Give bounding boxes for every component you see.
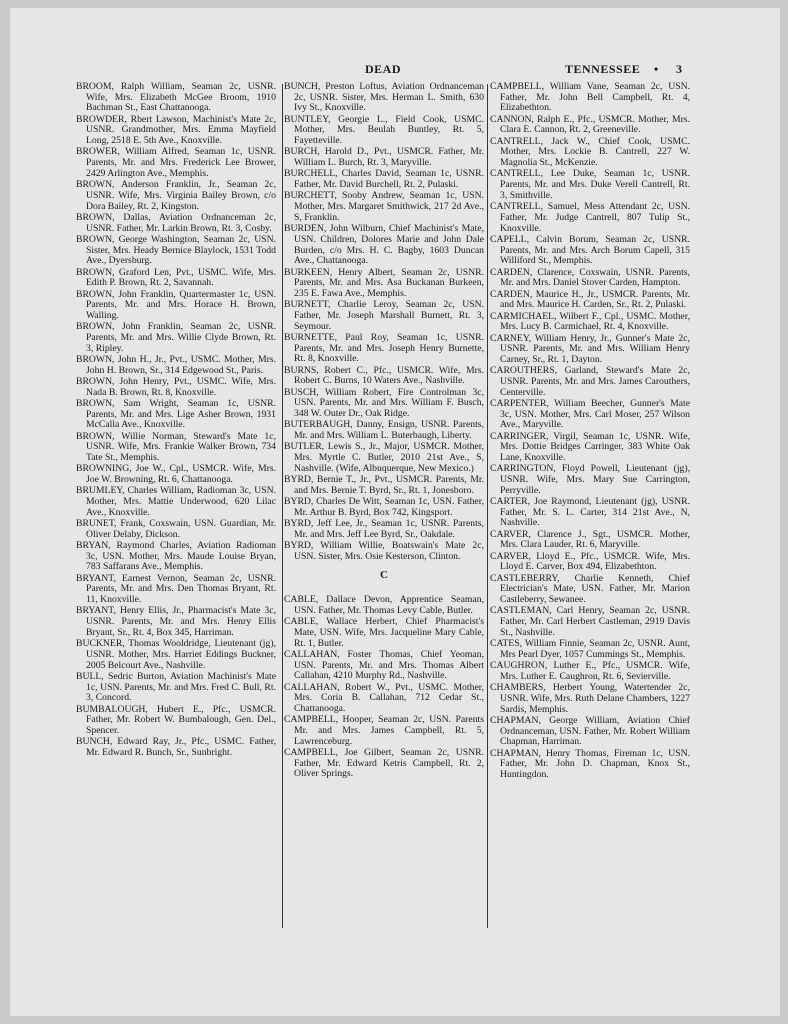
list-entry: BROOM, Ralph William, Seaman 2c, USNR. Wife, Mrs. Elizabeth McGee Broom, 1910 Bachman St., East Chattanooga. — [76, 81, 276, 114]
list-entry: CARRINGTON, Floyd Powell, Lieutenant (jg), USNR. Wife, Mrs. Mary Sue Carrington, Perryville. — [490, 463, 690, 496]
list-entry: BROWN, John Franklin, Seaman 2c, USNR. Parents, Mr. and Mrs. Willie Clyde Brown, Rt. 3, Ripley. — [76, 321, 276, 354]
column-1 — [76, 82, 276, 759]
header-state: TENNESSEE — [565, 62, 641, 76]
list-entry: CHAPMAN, George William, Aviation Chief Ordnanceman, USN. Father, Mr. Robert William Chapman, Harriman. — [490, 714, 690, 748]
header-title: DEAD — [365, 62, 402, 76]
list-entry: BURDEN, John Wilburn, Chief Machinist's Mate, USN. Children, Dolores Marie and John Dale Burden, c/o Mrs. H. C. Bagby, 1603 Duncan Ave., Chattanooga. — [284, 223, 484, 267]
list-entry: CARDEN, Maurice H., Jr., USMCR. Parents, Mr. and Mrs. Maurice H. Carden, Sr., Rt. 2, Pulaski. — [490, 288, 690, 311]
list-entry: BULL, Sedric Burton, Aviation Machinist's Mate 1c, USN. Parents, Mr. and Mrs. Fred C. Bull, Rt. 3, Concord. — [76, 670, 276, 704]
list-entry: CAMPBELL, Joe Gilbert, Seaman 2c, USNR. Father, Mr. Edward Ketris Campbell, Rt. 2, Oliver Springs. — [284, 746, 484, 780]
list-entry: BUTERBAUGH, Danny, Ensign, USNR. Parents, Mr. and Mrs. William L. Buterbaugh, Liberty. — [284, 419, 484, 442]
list-entry: CARDEN, Clarence, Coxswain, USNR. Parents, Mr. and Mrs. Daniel Stover Carden, Hampton. — [490, 266, 690, 289]
list-entry: CAMPBELL, William Vane, Seaman 2c, USN. Father, Mr. John Bell Campbell, Rt. 4, Elizabethton. — [490, 81, 690, 114]
list-entry: CATES, William Finnie, Seaman 2c, USNR. Aunt, Mrs Pearl Dyer, 1057 Cummings St., Memphis. — [490, 638, 690, 660]
list-entry: CABLE, Wallace Herbert, Chief Pharmacist's Mate, USN. Wife, Mrs. Jacqueline Mary Cable, Rt. 1, Butler. — [284, 616, 484, 649]
list-entry: BROWN, John Henry, Pvt., USMC. Wife, Mrs. Nada B. Brown, Rt. 8, Knoxville. — [76, 375, 276, 398]
list-entry: BROWNING, Joe W., Cpl., USMCR. Wife, Mrs. Joe W. Browning, Rt. 6, Chattanooga. — [76, 463, 276, 486]
list-entry: BURCHETT, Sooby Andrew, Seaman 1c, USN. Mother, Mrs. Margaret Smithwick, 217 2d Ave., S, Franklin. — [284, 190, 484, 223]
list-entry: BUNTLEY, Georgie L., Field Cook, USMC. Mother, Mrs. Beulah Buntley, Rt. 5, Fayetteville. — [284, 113, 484, 147]
list-entry: BRYANT, Earnest Vernon, Seaman 2c, USNR. Parents, Mr. and Mrs. Den Thomas Bryant, Rt. 11, Knoxville. — [76, 572, 276, 606]
list-entry: BURCH, Harold D., Pvt., USMCR. Father, Mr. William L. Burch, Rt. 3, Maryville. — [284, 146, 484, 169]
list-entry: CAPELL, Calvin Borum, Seaman 2c, USNR. Parents, Mr. and Mrs. Arch Borum Capell, 315 Williford St., Memphis. — [490, 233, 690, 267]
column-divider — [487, 84, 488, 928]
list-entry: CAROUTHERS, Garland, Steward's Mate 2c, USNR. Parents, Mr. and Mrs. James Carouthers, Centerville. — [490, 365, 690, 398]
list-entry: CHAMBERS, Herbert Young, Watertender 2c, USNR. Wife, Mrs. Ruth Delane Chambers, 1227 Sardis, Memphis. — [490, 682, 690, 715]
column-3 — [490, 82, 690, 781]
list-entry: BYRD, Bernie T., Jr., Pvt., USMCR. Parents, Mr. and Mrs. Bernie T. Byrd, Sr., Rt. 1, Jonesboro. — [284, 474, 484, 496]
list-entry: BURNS, Robert C., Pfc., USMCR. Wife, Mrs. Robert C. Burns, 10 Waters Ave., Nashville. — [284, 364, 484, 387]
list-entry: BROWN, Willie Norman, Steward's Mate 1c, USNR. Wife, Mrs. Frankie Walker Brown, 734 Tate St., Memphis. — [76, 430, 276, 464]
column-divider — [282, 84, 283, 928]
list-entry: BROWN, Graford Len, Pvt., USMC. Wife, Mrs. Edith P. Brown, Rt. 2, Savannah. — [76, 266, 276, 289]
list-entry: BUCKNER, Thomas Wooldridge, Lieutenant (jg), USNR. Mother, Mrs. Harriet Eddings Buckner, 2005 Belcourt Ave., Nashville. — [76, 638, 276, 671]
list-entry: CARRINGER, Virgil, Seaman 1c, USNR. Wife, Mrs. Dottie Bridges Carringer, 383 White Oak Lane, Knoxville. — [490, 430, 690, 464]
list-entry: BUNCH, Edward Ray, Jr., Pfc., USMC. Father, Mr. Edward R. Bunch, Sr., Sunbright. — [76, 736, 276, 758]
list-entry: BROWN, Anderson Franklin, Jr., Seaman 2c, USNR. Wife, Mrs. Virginia Bailey Brown, c/o Dora Bailey, Rt. 2, Kingston. — [76, 179, 276, 212]
list-entry: BROWDER, Rbert Lawson, Machinist's Mate 2c, USNR. Grandmother, Mrs. Emma Mayfield Long, 2518 E. 5th Ave., Knoxville. — [76, 113, 276, 147]
list-entry: CALLAHAN, Robert W., Pvt., USMC. Mother, Mrs. Coria B. Callahan, 712 Cedar St., Chattanooga. — [284, 681, 484, 714]
list-entry: CHAPMAN, Henry Thomas, Fireman 1c, USN. Father, Mr. John D. Chapman, Knox St., Huntingdon. — [490, 747, 690, 780]
list-entry: BROWER, William Alfred, Seaman 1c, USNR. Parents, Mr. and Mrs. Frederick Lee Brower, 2429 Arlington Ave., Memphis. — [76, 146, 276, 179]
list-entry: CANTRELL, Jack W., Chief Cook, USMC. Mother, Mrs. Lockie B. Cantrell, 227 W. Magnolia St., McKenzie. — [490, 135, 690, 169]
document-page — [10, 8, 780, 1016]
list-entry: CARVER, Lloyd E., Pfc., USMCR. Wife, Mrs. Lloyd E. Carver, Box 494, Elizabethton. — [490, 550, 690, 573]
column-2 — [284, 82, 484, 781]
list-entry: BURNETTE, Paul Roy, Seaman 1c, USNR. Parents, Mr. and Mrs. Joseph Henry Burnette, Rt. 8, Knoxville. — [284, 331, 484, 365]
list-entry: CASTLEMAN, Carl Henry, Seaman 2c, USNR. Father, Mr. Carl Herbert Castleman, 2919 Davis St., Nashville. — [490, 605, 690, 638]
list-entry: CARNEY, William Henry, Jr., Gunner's Mate 2c, USNR. Parents, Mr. and Mrs. William Henry Carney, Sr., Rt. 1, Dayton. — [490, 332, 690, 365]
list-entry: BROWN, John Franklin, Quartermaster 1c, USN. Parents, Mr. and Mrs. Horace H. Brown, Walling. — [76, 288, 276, 321]
list-entry: CARMICHAEL, Wilbert F., Cpl., USMC. Mother, Mrs. Lucy B. Carmichael, Rt. 4, Knoxville. — [490, 310, 690, 333]
list-entry: BRYAN, Raymond Charles, Aviation Radioman 3c, USN. Mother, Mrs. Maude Louise Bryan, 783 Saffarans Ave., Memphis. — [76, 540, 276, 573]
list-entry: BROWN, Sam Wright, Seaman 1c, USNR. Parents, Mr. and Mrs. Lige Asher Brown, 1931 McCalla Ave., Knoxville. — [76, 397, 276, 431]
list-entry: BYRD, Jeff Lee, Jr., Seaman 1c, USNR. Parents, Mr. and Mrs. Jeff Lee Byrd, Sr., Oakdale. — [284, 518, 484, 540]
list-entry: CAMPBELL, Hooper, Seaman 2c, USN. Parents Mr. and Mrs. James Campbell, Rt. 5, Lawrenceburg. — [284, 714, 484, 747]
header-bullet: • — [654, 62, 659, 76]
list-entry: CARPENTER, William Beecher, Gunner's Mate 3c, USN. Mother, Mrs. Carl Moser, 257 Wilson Ave., Maryville. — [490, 397, 690, 431]
page-number: 3 — [676, 62, 683, 76]
list-entry: BROWN, George Washington, Seaman 2c, USN. Sister, Mrs. Heady Bernice Blaylock, 1531 Todd Ave., Dyersburg. — [76, 233, 276, 267]
list-entry: BUTLER, Lewis S., Jr., Major, USMCR. Mother, Mrs. Myrtle C. Butler, 2010 21st Ave., S, Nashville. (Wife, Albuquerque, New Mexico.) — [284, 441, 484, 474]
list-entry: BURKEEN, Henry Albert, Seaman 2c, USNR. Parents, Mr. and Mrs. Asa Buckanan Burkeen, 235 E. Fawa Ave., Memphis. — [284, 266, 484, 299]
list-entry: BURNETT, Charlie Leroy, Seaman 2c, USN. Father, Mr. Joseph Marshall Burnett, Rt. 3, Seymour. — [284, 299, 484, 332]
list-entry: BUNCH, Preston Loftus, Aviation Ordnanceman 2c, USNR. Sister, Mrs. Herman L. Smith, 630 Ivy St., Knoxville. — [284, 81, 484, 114]
list-entry: CANTRELL, Lee Duke, Seaman 1c, USNR. Parents, Mr. and Mrs. Duke Verell Cantrell, Rt. 3, Smithville. — [490, 168, 690, 201]
running-header — [10, 62, 780, 78]
list-entry: BROWN, Dallas, Aviation Ordnanceman 2c, USNR. Father, Mr. Larkin Brown, Rt. 3, Cosby. — [76, 211, 276, 234]
list-entry: BUSCH, William Robert, Fire Controlman 3c, USN. Parents, Mr. and Mrs. William F. Busch, 348 W. Outer Dr., Oak Ridge. — [284, 386, 484, 420]
list-entry: BRUMLEY, Charles William, Radioman 3c, USN. Mother, Mrs. Mattie Underwood, 620 Lilac Ave., Knoxville. — [76, 485, 276, 518]
list-entry: CABLE, Dallace Devon, Apprentice Seaman, USN. Father, Mr. Thomas Levy Cable, Butler. — [284, 594, 484, 616]
list-entry: CALLAHAN, Foster Thomas, Chief Yeoman, USN. Parents, Mr. and Mrs. Thomas Albert Callahan, 4210 Murphy Rd., Nashville. — [284, 648, 484, 682]
list-entry: BUMBALOUGH, Hubert E., Pfc., USMCR. Father, Mr. Robert W. Bumbalough, Gen. Del., Spencer. — [76, 703, 276, 736]
list-entry: BROWN, John H., Jr., Pvt., USMC. Mother, Mrs. John H. Brown, Sr., 314 Edgewood St., Paris. — [76, 353, 276, 376]
list-entry: CARTER, Joe Raymond, Lieutenant (jg), USNR. Father, Mr. S. L. Carter, 314 21st Ave., N, Nashville. — [490, 496, 690, 529]
list-entry: BYRD, Charles De Witt, Seaman 1c, USN. Father, Mr. Arthur B. Byrd, Box 742, Kingsport. — [284, 496, 484, 518]
list-entry: BRYANT, Henry Ellis, Jr., Pharmacist's Mate 3c, USNR. Parents, Mr. and Mrs. Henry Ellis Bryant, Sr., Rt. 4, Box 345, Harriman. — [76, 605, 276, 638]
list-entry: BURCHELL, Charles David, Seaman 1c, USNR. Father, Mr. David Burchell, Rt. 2, Pulaski. — [284, 168, 484, 191]
list-entry: CARVER, Clarence J., Sgt., USMCR. Mother, Mrs. Clara Lauder, Rt. 6, Maryville. — [490, 528, 690, 551]
list-entry: BRUNET, Frank, Coxswain, USN. Guardian, Mr. Oliver Delaby, Dickson. — [76, 518, 276, 540]
list-entry: CANTRELL, Samuel, Mess Attendant 2c, USN. Father, Mr. Judge Cantrell, 807 Tulip St., Knoxville. — [490, 201, 690, 234]
list-entry: CAUGHRON, Luther E., Pfc., USMCR. Wife, Mrs. Luther E. Caughron, Rt. 6, Sevierville. — [490, 660, 690, 682]
list-entry: BYRD, William Willie, Boatswain's Mate 2c, USN. Sister, Mrs. Osie Kesterson, Clinton. — [284, 540, 484, 562]
section-letter-heading: C — [380, 569, 388, 582]
list-entry: CASTLEBERRY, Charlie Kenneth, Chief Electrician's Mate, USN. Father, Mr. Marion Castleberry, Sewanee. — [490, 572, 690, 606]
list-entry: CANNON, Ralph E., Pfc., USMCR. Mother, Mrs. Clara E. Cannon, Rt. 2, Greeneville. — [490, 113, 690, 136]
